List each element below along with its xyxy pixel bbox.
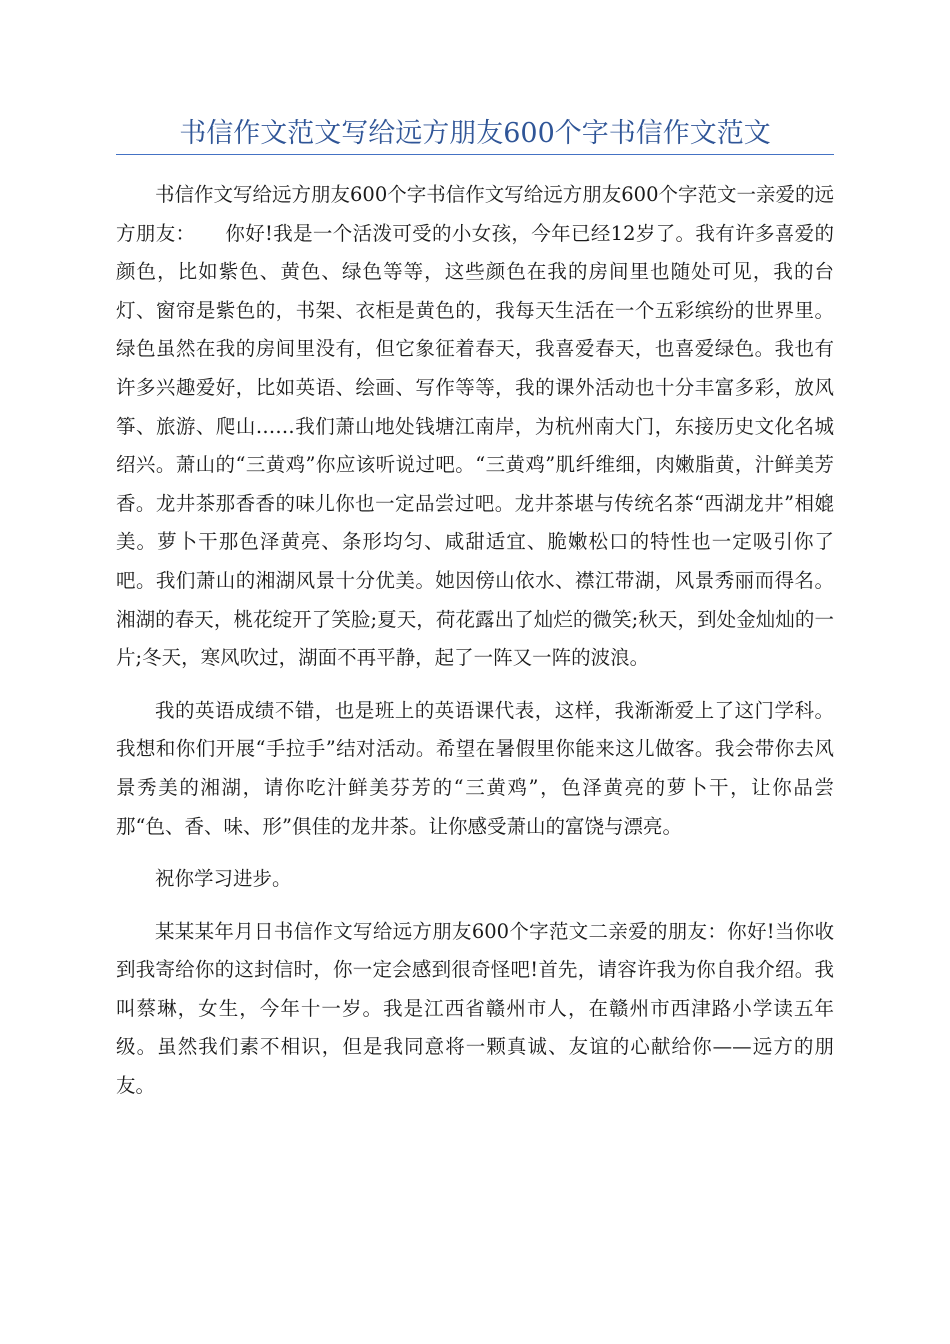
title-underline	[116, 154, 834, 155]
paragraph-english-invitation: 我的英语成绩不错，也是班上的英语课代表，这样，我渐渐爱上了这门学科。我想和你们开展“手拉手”结对活动。希望在暑假里你能来这儿做客。我会带你去风景秀美的湘湖，请你吃汁鲜美芬芳的“三黄鸡”，色泽黄亮的萝卜干，让你品尝那“色、香、味、形”俱佳的龙井茶。让你感受萧山的富饶与漂亮。	[116, 698, 834, 838]
document-title: 书信作文范文写给远方朋友600个字书信作文范文	[179, 118, 771, 149]
paragraph-closing-wish: 祝你学习进步。	[155, 867, 292, 891]
paragraph-letter-two: 某某某年月日书信作文写给远方朋友600个字范文二亲爱的朋友：你好!当你收到我寄给你的这封信时，你一定会感到很奇怪吧!首先，请容许我为你自我介绍。我叫蔡琳，女生，今年十一岁。我是江西省赣州市人，在赣州市西津路小学读五年级。虽然我们素不相识，但是我同意将一颗真诚、友谊的心献给你——远方的朋友。	[116, 919, 834, 1098]
document-body	[116, 176, 834, 1120]
paragraph-letter-one: 书信作文写给远方朋友600个字书信作文写给远方朋友600个字范文一亲爱的远方朋友： 你好!我是一个活泼可受的小女孩，今年已经12岁了。我有许多喜爱的颜色，比如紫色、黄色、绿色等等，这些颜色在我的房间里也随处可见，我的台灯、窗帘是紫色的，书架、衣柜是黄色的，我每天生活在一个五彩缤纷的世界里。绿色虽然在我的房间里没有，但它象征着春天，我喜爱春天，也喜爱绿色。我也有许多兴趣爱好，比如英语、绘画、写作等等，我的课外活动也十分丰富多彩，放风筝、旅游、爬山……我们萧山地处钱塘江南岸，为杭州南大门，东接历史文化名城绍兴。萧山的“三黄鸡”你应该听说过吧。“三黄鸡”肌纤维细，肉嫩脂黄，汁鲜美芳香。龙井茶那香香的味儿你也一定品尝过吧。龙井茶堪与传统名茶“西湖龙井”相媲美。萝卜干那色泽黄亮、条形均匀、咸甜适宜、脆嫩松口的特性也一定吸引你了吧。我们萧山的湘湖风景十分优美。她因傍山依水、襟江带湖，风景秀丽而得名。湘湖的春天，桃花绽开了笑脸;夏天，荷花露出了灿烂的微笑;秋天，到处金灿灿的一片;冬天，寒风吹过，湖面不再平静，起了一阵又一阵的波浪。	[116, 183, 834, 670]
